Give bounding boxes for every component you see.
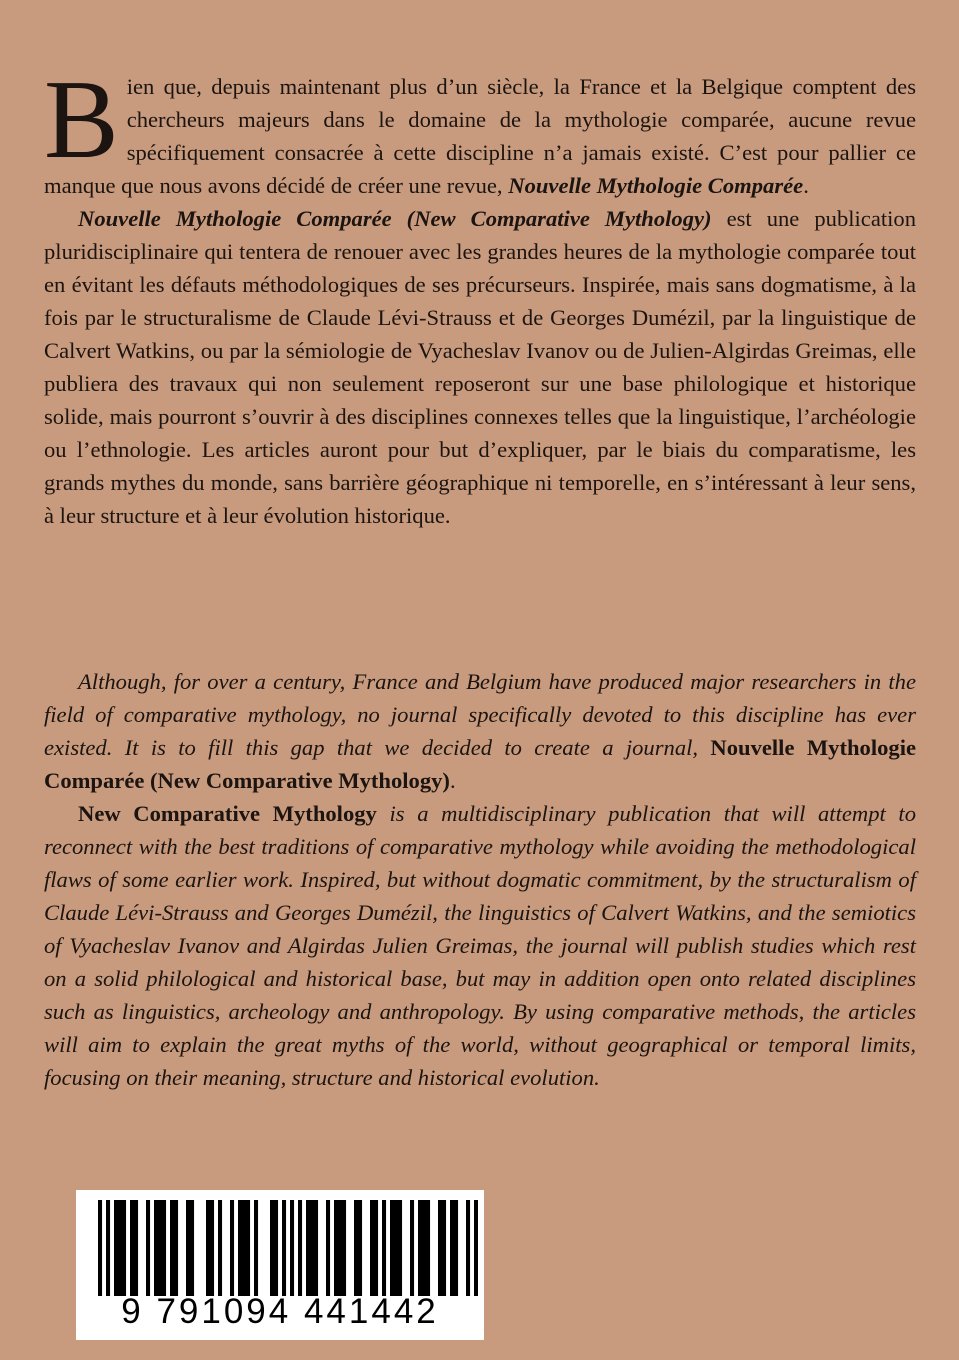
barcode-bar (342, 1200, 346, 1296)
french-p2-text: est une publication pluridisciplinaire qui tentera de renouer avec les grandes heures de la mythologie comparée tout en évitant les défauts méthodologiques de ses précurseurs. Inspirée, mais sans dogmatisme, à la fois par le structuralisme de Claude Lévi-Strauss et de Georges Dumézil, par la linguistique de Calvert Watkins, ou par la sémiologie de Vyacheslav Ivanov ou de Julien-Algirdas Greimas, elle publiera des travaux qui non seulement reposeront sur une base philologique et historique solide, mais pourront s’ouvrir à des disciplines connexes telles que la linguistique, l’archéologie ou l’ethnologie. Les articles auront pour but d’expliquer, par le biais du comparatisme, les grands mythes du monde, sans barrière géographique ni temporelle, en s’intéressant à leur sens, à leur structure et à leur évolution historique. (44, 206, 916, 528)
barcode-bar (210, 1200, 214, 1296)
barcode-bar (314, 1200, 318, 1296)
barcode-bar (230, 1200, 234, 1296)
barcode-bar (186, 1200, 190, 1296)
barcode-bar (306, 1200, 310, 1296)
barcode-bar (298, 1200, 302, 1296)
barcode-bar (242, 1200, 246, 1296)
barcode-bar (106, 1200, 110, 1296)
barcode-bar (370, 1200, 374, 1296)
barcode-bar (130, 1200, 134, 1296)
barcode-bar (398, 1200, 402, 1296)
english-p1-text: Although, for over a century, France and Belgium have produced major researchers in the field of comparative mythology, no journal specifically devoted to this discipline has ever existed. It is to fill this gap that we decided to create a journal, (44, 669, 916, 760)
barcode-bar (334, 1200, 338, 1296)
barcode-bar (374, 1200, 378, 1296)
english-p1-end: . (449, 768, 456, 793)
french-description (44, 58, 916, 532)
barcode-bar (390, 1200, 394, 1296)
barcode-bar (114, 1200, 118, 1296)
isbn-barcode (76, 1190, 484, 1340)
barcode-bar (410, 1200, 414, 1296)
barcode-bar (282, 1200, 286, 1296)
barcode-bar (146, 1200, 150, 1296)
french-p1-end: . (803, 173, 809, 198)
barcode-bar (394, 1200, 398, 1296)
barcode-bar (310, 1200, 314, 1296)
english-paragraph-1 (44, 665, 916, 797)
barcode-bar (466, 1200, 470, 1296)
barcode-bar (154, 1200, 158, 1296)
english-description (44, 665, 916, 1094)
barcode-bar (238, 1200, 242, 1296)
english-p2-title: New Comparative Mythology (78, 801, 377, 826)
barcode-bar (450, 1200, 454, 1296)
barcode-bar (270, 1200, 274, 1296)
barcode-bar (454, 1200, 458, 1296)
barcode-bar (174, 1200, 178, 1296)
barcode-bar (418, 1200, 422, 1296)
barcode-bar (170, 1200, 174, 1296)
barcode-bar (162, 1200, 166, 1296)
barcode-bar (442, 1200, 446, 1296)
english-journal-title: Nouvelle Mythologie Comparée (New Comparative Mythology) (44, 735, 917, 793)
english-paragraph-2 (44, 797, 916, 1094)
barcode-bar (474, 1200, 478, 1296)
barcode-bar (158, 1200, 162, 1296)
barcode-bar (134, 1200, 138, 1296)
barcode-bar (218, 1200, 222, 1296)
french-paragraph-1 (44, 58, 916, 202)
english-p2-text: is a multidisciplinary publication that will attempt to reconnect with the best traditions of comparative mythology while avoiding the methodological flaws of some earlier work. Inspired, but without dogmatic commitment, by the structuralism of Claude Lévi-Strauss and Georges Dumézil, the linguistics of Calvert Watkins, and the semiotics of Vyacheslav Ivanov and Algirdas Julien Greimas, the journal will publish studies which rest on a solid philological and historical base, but may in addition open onto related disciplines such as linguistics, archeology and anthropology. By using comparative methods, the articles will aim to explain the great myths of the world, without geographical or temporal limits, focusing on their meaning, structure and historical evolution. (44, 801, 916, 1090)
barcode-bar (354, 1200, 358, 1296)
barcode-bar (122, 1200, 126, 1296)
barcode-bar (290, 1200, 294, 1296)
french-journal-title: Nouvelle Mythologie Comparée (508, 173, 804, 198)
barcode-bar (190, 1200, 194, 1296)
drop-cap: B (44, 58, 119, 182)
barcode-bar (254, 1200, 258, 1296)
barcode-bar (338, 1200, 342, 1296)
barcode-number: 9 791094 441442 (121, 1292, 439, 1331)
barcode-bar (326, 1200, 330, 1296)
barcode-bars (98, 1200, 478, 1296)
barcode-bar (98, 1200, 102, 1296)
barcode-bar (206, 1200, 210, 1296)
barcode-bar (438, 1200, 442, 1296)
french-paragraph-2 (44, 202, 916, 532)
french-p1-text: ien que, depuis maintenant plus d’un siècle, la France et la Belgique comptent des chercheurs majeurs dans le domaine de la mythologie comparée, aucune revue spécifiquement consacrée à cette discipline n’a jamais existé. C’est pour pallier ce manque que nous avons décidé de créer une revue, (44, 74, 916, 198)
barcode-bar (422, 1200, 426, 1296)
french-p2-title: Nouvelle Mythologie Comparée (New Comparative Mythology) (78, 206, 712, 231)
barcode-bar (246, 1200, 250, 1296)
barcode-bar (382, 1200, 386, 1296)
barcode-bar (426, 1200, 430, 1296)
barcode-bar (358, 1200, 362, 1296)
barcode-bar (118, 1200, 122, 1296)
barcode-bar (274, 1200, 278, 1296)
